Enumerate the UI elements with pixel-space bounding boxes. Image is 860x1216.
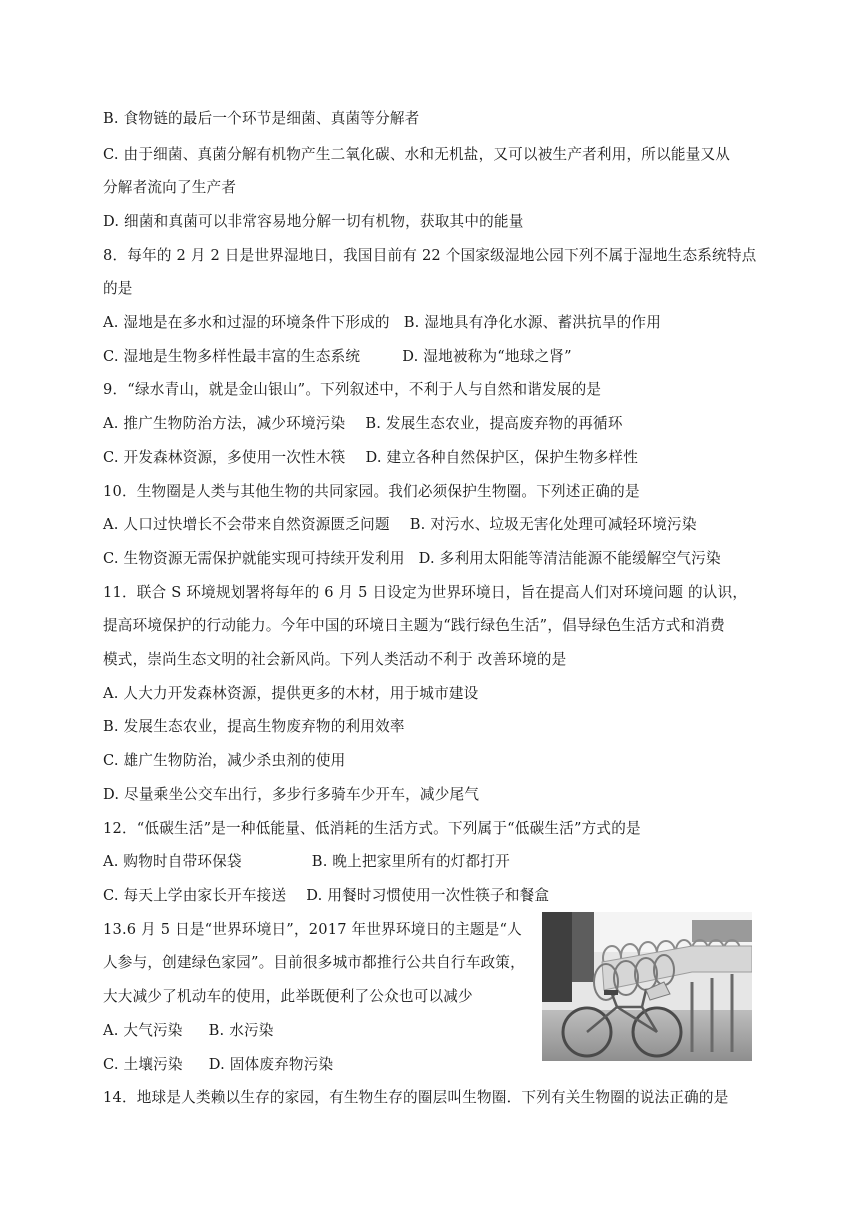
question-12-stem: 12．“低碳生活”是一种低能量、低消耗的生活方式。下列属于“低碳生活”方式的是 [103, 820, 641, 837]
question-8-stem-continued: 的是 [103, 280, 133, 297]
option-a: A. 人口过快增长不会带来自然资源匮乏问题 [103, 516, 390, 533]
option-c: C. 雄广生物防治，减少杀虫剂的使用 [103, 752, 346, 769]
option-a: A. 湿地是在多水和过湿的环境条件下形成的 [103, 314, 390, 331]
question-11-stem-continued: 提高环境保护的行动能力。今年中国的环境日主题为“践行绿色生活”，倡导绿色生活方式和消费 [103, 617, 725, 634]
option-b: B. 对污水、垃圾无害化处理可减轻环境污染 [409, 516, 697, 533]
bicycle-rack-photo [542, 912, 752, 1061]
option-a: A. 推广生物防治方法，减少环境污染 [103, 415, 346, 432]
option-c: C. 湿地是生物多样性最丰富的生态系统 [103, 348, 361, 365]
option-d: D. 建立各种自然保护区，保护生物多样性 [365, 449, 638, 466]
question-10-options-row-2 [103, 549, 721, 569]
option-line: C. 由于细菌、真菌分解有机物产生二氧化碳、水和无机盐，又可以被生产者利用，所以能量又从 [103, 146, 731, 163]
option-b: B. 晚上把家里所有的灯都打开 [311, 853, 510, 870]
option-a: A. 购物时自带环保袋 [103, 853, 242, 870]
option-c: C. 开发森林资源，多使用一次性木筷 [103, 449, 346, 466]
option-d: D. 湿地被称为“地球之肾” [402, 348, 572, 365]
option-line-continued: 分解者流向了生产者 [103, 179, 237, 196]
option-d: D. 尽量乘坐公交车出行，多步行多骑车少开车，减少尾气 [103, 786, 480, 803]
option-b: B. 发展生态农业，提高生物废弃物的利用效率 [103, 718, 405, 735]
option-a: A. 人大力开发森林资源，提供更多的木材，用于城市建设 [103, 685, 479, 702]
question-10-stem: 10．生物圈是人类与其他生物的共同家园。我们必须保护生物圈。下列述正确的是 [103, 483, 640, 500]
option-b: B. 发展生态农业，提高废弃物的再循环 [365, 415, 623, 432]
question-8-options-row-2 [103, 347, 572, 367]
question-14-stem: 14．地球是人类赖以生存的家园，有生物生存的圈层叫生物圈．下列有关生物圈的说法正确的是 [103, 1089, 729, 1106]
option-d: D. 多利用太阳能等清洁能源不能缓解空气污染 [418, 550, 721, 567]
question-13-stem-continued: 大大减少了机动车的使用，此举既便利了公众也可以减少 [103, 988, 473, 1005]
option-d: D. 用餐时习惯使用一次性筷子和餐盒 [306, 887, 550, 904]
question-9-stem: 9．“绿水青山，就是金山银山”。下列叙述中，不利于人与自然和谐发展的是 [103, 381, 602, 398]
question-11-stem: 11．联合 S 环境规划署将每年的 6 月 5 日设定为世界环境日，旨在提高人们对环境问题 的认识， [103, 584, 748, 601]
option-line: D. 细菌和真菌可以非常容易地分解一切有机物，获取其中的能量 [103, 213, 524, 230]
question-13-options-row-1 [103, 1021, 274, 1041]
option-a: A. 大气污染 [103, 1022, 183, 1039]
question-12-options-row-1 [103, 852, 510, 872]
question-13-stem-continued: 人参与，创建绿色家园”。目前很多城市都推行公共自行车政策， [103, 954, 525, 971]
question-9-options-row-2 [103, 448, 638, 468]
question-8-options-row-1 [103, 313, 661, 333]
question-10-options-row-1 [103, 515, 697, 535]
question-11-stem-continued: 模式，崇尚生态文明的社会新风尚。下列人类活动不利于 改善环境的是 [103, 651, 567, 668]
question-8-stem: 8．每年的 2 月 2 日是世界湿地日，我国目前有 22 个国家级湿地公园下列不属于湿地生态系统特点 [103, 247, 757, 264]
option-b: B. 水污染 [208, 1022, 274, 1039]
option-d: D. 固体废弃物污染 [208, 1056, 334, 1073]
option-c: C. 土壤污染 [103, 1056, 183, 1073]
question-13-options-row-2 [103, 1055, 333, 1075]
option-b: B. 湿地具有净化水源、蓄洪抗旱的作用 [403, 314, 662, 331]
option-line: B. 食物链的最后一个环节是细菌、真菌等分解者 [103, 110, 420, 127]
option-c: C. 每天上学由家长开车接送 [103, 887, 287, 904]
question-12-options-row-2 [103, 886, 549, 906]
question-13-stem: 13.6 月 5 日是“世界环境日”，2017 年世界环境日的主题是“人 [103, 921, 522, 938]
option-c: C. 生物资源无需保护就能实现可持续开发利用 [103, 550, 405, 567]
question-9-options-row-1 [103, 414, 623, 434]
